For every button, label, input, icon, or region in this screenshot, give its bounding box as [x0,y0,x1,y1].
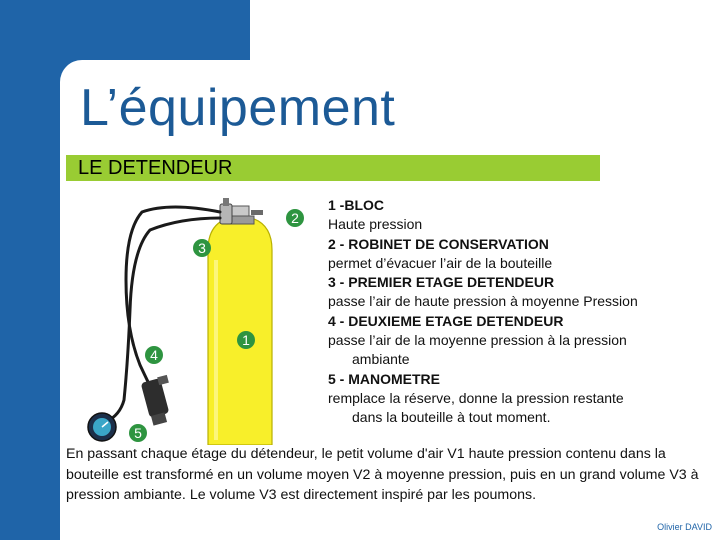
svg-text:4: 4 [150,347,158,363]
legend-item-3-title: 3 - PREMIER ETAGE DETENDEUR [328,274,555,291]
svg-text:1: 1 [242,332,250,348]
legend-item-1-title: 1 -BLOC [328,197,384,213]
pressure-gauge-icon [88,413,116,441]
legend-item-2-title: 2 - ROBINET DE CONSERVATION [328,235,549,252]
badge-3 [193,239,211,257]
badge-5 [129,424,147,442]
badge-2 [286,209,304,227]
legend-item-3-desc: passe l’air de haute pression à moyenne Pression [328,293,638,310]
legend-item-4-desc-cont: ambiante [352,351,410,368]
top-white-band [250,0,720,60]
svg-text:2: 2 [291,210,299,226]
author-credit: Olivier DAVID [657,522,712,532]
first-stage-valve-icon [220,198,232,224]
scuba-tank-icon [208,216,272,445]
second-stage-regulator-icon [141,375,170,426]
page-title: L’équipement [80,79,396,137]
legend-list [328,196,713,428]
legend-item-2-desc: permet d’évacuer l’air de la bouteille [328,254,553,271]
regulator-diagram [70,190,330,445]
legend-item-5-desc-cont: dans la bouteille à tout moment. [352,409,551,426]
legend-item-5-title: 5 - MANOMETRE [328,370,440,387]
svg-text:5: 5 [134,425,142,441]
explanation-paragraph: En passant chaque étage du détendeur, le petit volume d'air V1 haute pression contenu dans la bouteille est transformé en un volume moyen V2 à moyenne pression, puis en un grand volume V3 à pression ambiante. Le volume V3 est directement inspiré par les poumons. [66,446,699,503]
legend-item-5-desc: remplace la réserve, donne la pression restante [328,389,624,406]
section-subtitle: LE DETENDEUR [78,157,233,179]
legend-item-4-title: 4 - DEUXIEME ETAGE DETENDEUR [328,312,564,329]
legend-item-1-desc: Haute pression [328,216,423,233]
legend-item-4-desc: passe l’air de la moyenne pression à la pression [328,332,627,349]
svg-text:3: 3 [198,240,206,256]
badge-4 [145,346,163,364]
badge-1 [237,331,255,349]
